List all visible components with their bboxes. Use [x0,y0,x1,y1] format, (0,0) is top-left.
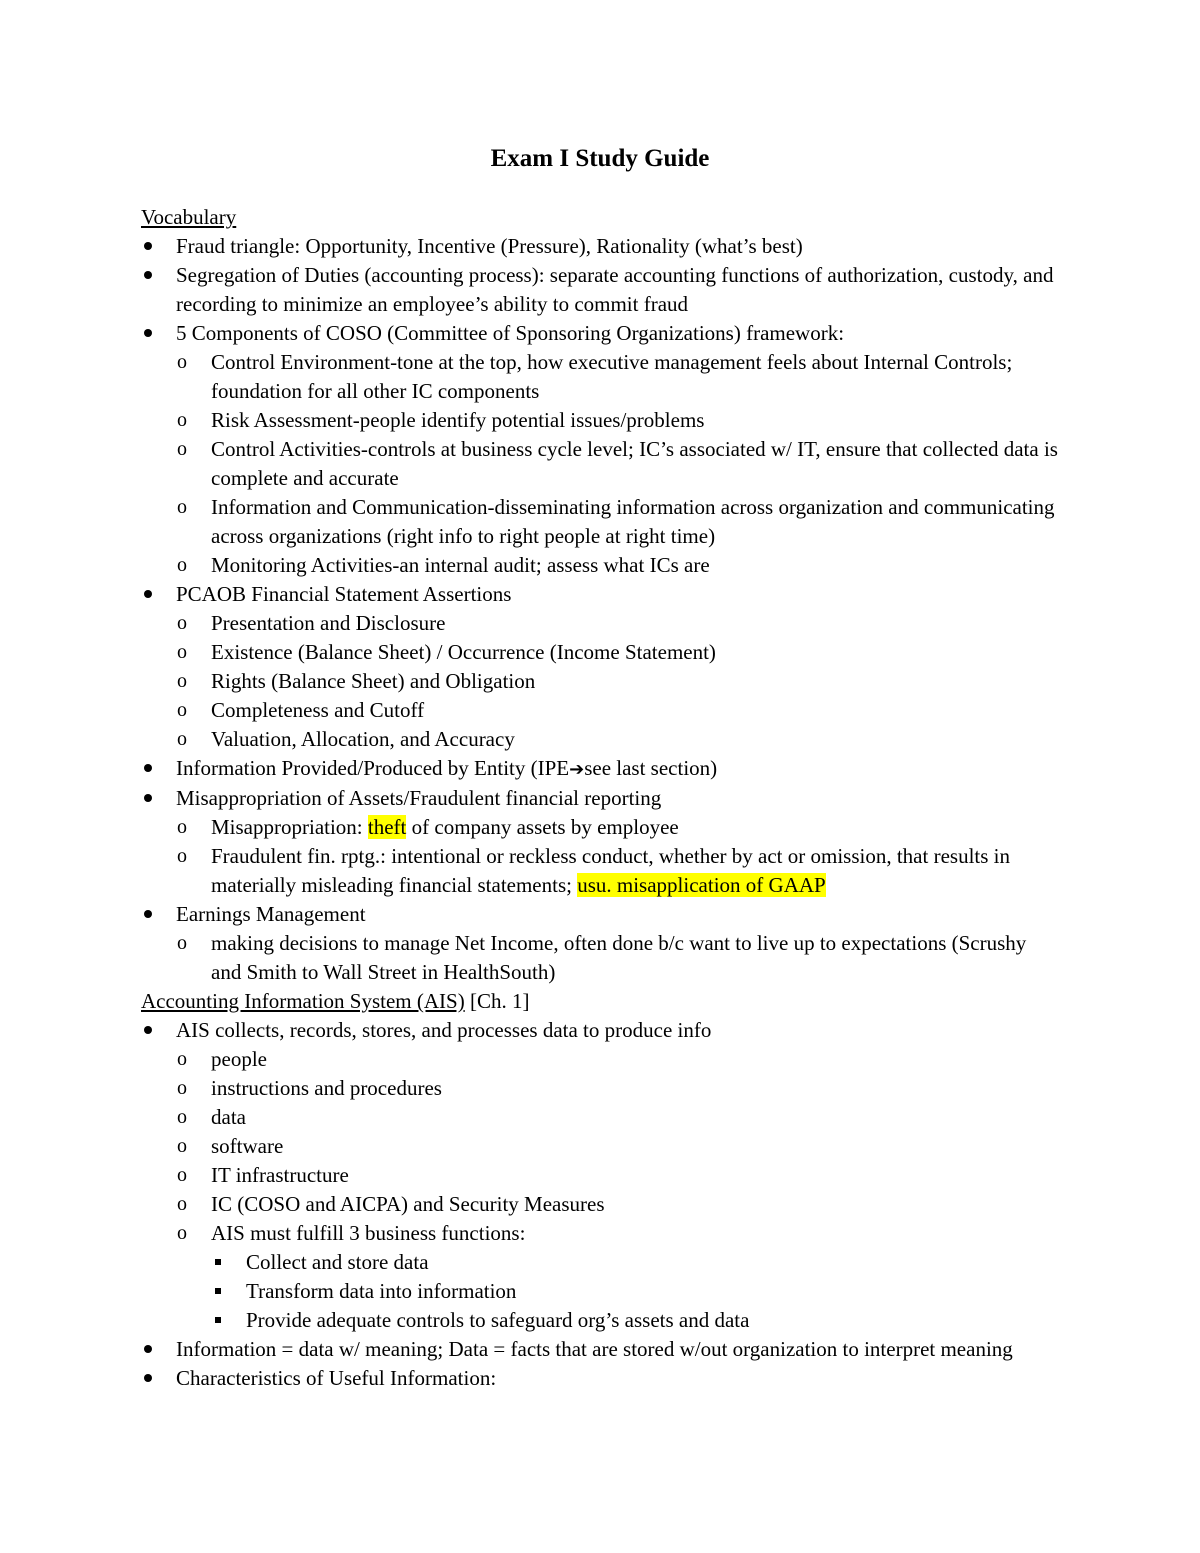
item-text: Rights (Balance Sheet) and Obligation [211,669,536,693]
item-text: making decisions to manage Net Income, often done b/c want to live up to expectations (Scrushy and Smith to Wall Street in HealthSouth) [211,931,1027,984]
pcaob-sublist [176,609,1061,754]
list-item [211,1248,1061,1277]
item-text: Provide adequate controls to safeguard org’s assets and data [246,1308,750,1332]
item-text: Misappropriation of Assets/Fraudulent financial reporting [176,786,662,810]
item-text: Information and Communication-disseminating information across organization and communicating across organizations (right info to right people at right time) [211,495,1055,548]
list-item [176,551,1061,580]
list-item [176,493,1061,551]
item-text: data [211,1105,246,1129]
page-title: Exam I Study Guide [490,145,710,172]
circle-bullet-icon: o [177,845,187,867]
item-text: IC (COSO and AICPA) and Security Measures [211,1192,605,1216]
list-item [141,261,1061,319]
list-item [176,929,1061,987]
list-item [176,1219,1061,1335]
item-text: Valuation, Allocation, and Accuracy [211,727,515,751]
list-item [211,1277,1061,1306]
item-text: IT infrastructure [211,1163,349,1187]
list-item [141,232,1061,261]
list-item [141,754,1061,784]
list-item [176,1103,1061,1132]
item-text: Fraudulent fin. rptg.: intentional or reckless conduct, whether by act or omission, that results in materially misleading financial statements; [211,844,1010,897]
item-text: AIS collects, records, stores, and processes data to produce info [176,1018,712,1042]
circle-bullet-icon: o [177,670,187,692]
item-text: Risk Assessment-people identify potential issues/problems [211,408,705,432]
circle-bullet-icon: o [177,1135,187,1157]
list-item [176,348,1061,406]
item-text: AIS must fulfill 3 business functions: [211,1221,526,1245]
list-item [176,725,1061,754]
coso-sublist [176,348,1061,580]
list-item [176,1074,1061,1103]
circle-bullet-icon: o [177,612,187,634]
list-item [176,842,1061,900]
list-item [176,609,1061,638]
circle-bullet-icon: o [177,728,187,750]
item-text: Information Provided/Produced by Entity (IPE [176,756,570,780]
list-item [141,900,1061,987]
item-text: Collect and store data [246,1250,429,1274]
item-text: 5 Components of COSO (Committee of Sponsoring Organizations) framework: [176,321,845,345]
item-text: Segregation of Duties (accounting process): separate accounting functions of authorization, custody, and recording to minimize an employee’s ability to commit fraud [176,263,1054,316]
list-item [176,1045,1061,1074]
item-text: Misappropriation: [211,815,368,839]
circle-bullet-icon: o [177,1106,187,1128]
ais-heading [141,987,1061,1016]
ais-components-sublist [176,1045,1061,1335]
item-text: instructions and procedures [211,1076,442,1100]
item-text: Presentation and Disclosure [211,611,446,635]
highlighted-text: theft [367,815,407,839]
circle-bullet-icon: o [177,1077,187,1099]
list-item [176,406,1061,435]
list-item [141,1364,1061,1393]
circle-bullet-icon: o [177,932,187,954]
ais-list [141,1016,1061,1393]
item-text: Characteristics of Useful Information: [176,1366,497,1390]
misappropriation-sublist [176,813,1061,900]
vocabulary-section [141,203,1061,987]
earnings-sublist [176,929,1061,987]
list-item [141,1016,1061,1335]
item-text: Earnings Management [176,902,366,926]
chapter-label: [Ch. 1] [464,989,530,1013]
circle-bullet-icon: o [177,409,187,431]
item-text: Transform data into information [246,1279,517,1303]
list-item [176,813,1061,842]
list-item [141,1335,1061,1364]
item-text: Control Activities-controls at business cycle level; IC’s associated w/ IT, ensure that collected data is complete and accurate [211,437,1058,490]
list-item [176,696,1061,725]
business-functions-sublist [211,1248,1061,1335]
circle-bullet-icon: o [177,1193,187,1215]
list-item [176,638,1061,667]
list-item [176,1161,1061,1190]
list-item [141,319,1061,580]
circle-bullet-icon: o [177,438,187,460]
item-text: PCAOB Financial Statement Assertions [176,582,512,606]
item-text: Existence (Balance Sheet) / Occurrence (Income Statement) [211,640,716,664]
list-item [176,667,1061,696]
item-text: software [211,1134,284,1158]
item-text: of company assets by employee [406,815,679,839]
item-text: people [211,1047,267,1071]
circle-bullet-icon: o [177,496,187,518]
list-item [141,580,1061,754]
circle-bullet-icon: o [177,816,187,838]
list-item [176,1190,1061,1219]
circle-bullet-icon: o [177,1048,187,1070]
item-text: see last section) [584,756,718,780]
list-item [176,1132,1061,1161]
circle-bullet-icon: o [177,351,187,373]
item-text: Completeness and Cutoff [211,698,425,722]
highlighted-text: usu. misapplication of GAAP [577,873,826,897]
circle-bullet-icon: o [177,1164,187,1186]
arrow-right-icon: ➔ [569,759,585,780]
item-text: Information = data w/ meaning; Data = facts that are stored w/out organization to interpret meaning [176,1337,1013,1361]
item-text: Control Environment-tone at the top, how executive management feels about Internal Controls; foundation for all other IC components [211,350,1013,403]
circle-bullet-icon: o [177,641,187,663]
circle-bullet-icon: o [177,554,187,576]
list-item [176,435,1061,493]
vocabulary-list [141,232,1061,987]
vocabulary-heading: Vocabulary [141,205,237,229]
item-text: Monitoring Activities-an internal audit; assess what ICs are [211,553,710,577]
ais-section [141,987,1061,1393]
list-item [211,1306,1061,1335]
circle-bullet-icon: o [177,1222,187,1244]
ais-heading-text: Accounting Information System (AIS) [141,989,465,1013]
circle-bullet-icon: o [177,699,187,721]
item-text: Fraud triangle: Opportunity, Incentive (Pressure), Rationality (what’s best) [176,234,803,258]
list-item [141,784,1061,900]
